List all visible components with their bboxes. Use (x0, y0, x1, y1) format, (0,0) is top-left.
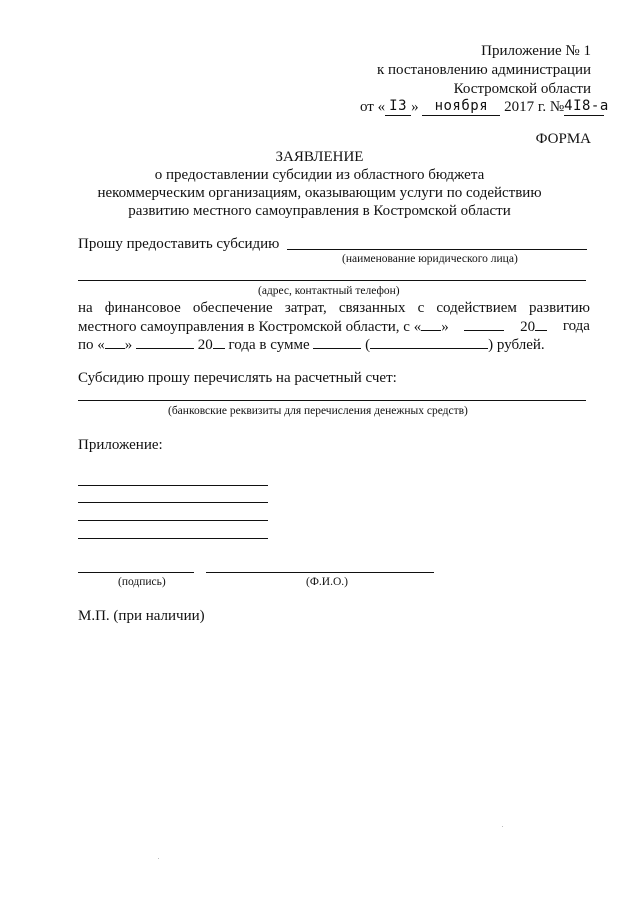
title-line-2: некоммерческим организациям, оказывающим услуги по содействию (97, 185, 542, 201)
document-title: ЗАЯВЛЕНИЕ (275, 149, 364, 165)
scan-speck (158, 858, 159, 859)
period-from-year-label: года (562, 318, 590, 334)
period-to-close: » (124, 337, 133, 353)
period-to-prefix: по « (78, 337, 105, 353)
entity-name-field[interactable] (287, 249, 587, 250)
amount-field[interactable] (313, 335, 361, 349)
period-from-month-field[interactable] (464, 317, 504, 331)
bank-details-field[interactable] (78, 400, 586, 401)
amount-words-field[interactable] (370, 335, 488, 349)
resolution-number: 4I8-а (564, 98, 609, 114)
bank-details-hint: (банковские реквизиты для перечисления денежных средств) (168, 405, 468, 417)
period-from-century: 20 (520, 319, 536, 335)
signature-field[interactable] (78, 572, 194, 573)
period-to-year-label: года в сумме (228, 337, 310, 353)
paragraph-line-1: на финансовое обеспечение затрат, связанных с содействием развитию (78, 300, 590, 316)
fio-field[interactable] (206, 572, 434, 573)
period-from-prefix: местного самоуправления в Костромской области, с « (78, 319, 422, 335)
title-line-1: о предоставлении субсидии из областного бюджета (154, 167, 485, 183)
paragraph-line-3 (78, 335, 590, 354)
form-label: ФОРМА (535, 131, 591, 147)
to-resolution: к постановлению администрации (376, 62, 591, 78)
entity-name-hint: (наименование юридического лица) (342, 253, 518, 265)
stamp-label: М.П. (при наличии) (78, 608, 205, 624)
attachment-line-4[interactable] (78, 538, 268, 539)
address-hint: (адрес, контактный телефон) (258, 285, 400, 297)
date-day: I3 (385, 97, 411, 116)
period-to-century: 20 (197, 337, 213, 353)
fio-hint: (Ф.И.О.) (306, 576, 348, 588)
date-prefix: от « (360, 99, 386, 115)
period-from-day-field[interactable] (421, 317, 441, 331)
date-year: 2017 г. № (504, 99, 565, 115)
attachment-line-3[interactable] (78, 520, 268, 521)
amount-words-close: ) рублей. (488, 337, 545, 353)
scan-speck (502, 826, 503, 827)
attachment-line-2[interactable] (78, 502, 268, 503)
title-line-3: развитию местного самоуправления в Костромской области (128, 203, 511, 219)
address-field[interactable] (78, 280, 586, 281)
period-to-day-field[interactable] (105, 335, 125, 349)
request-label: Прошу предоставить субсидию (78, 236, 280, 252)
attachment-line-1[interactable] (78, 485, 268, 486)
period-from-year-field[interactable] (535, 317, 547, 331)
appendix-number: Приложение № 1 (481, 43, 591, 59)
resolution-date-line (360, 98, 609, 117)
period-to-month-field[interactable] (136, 335, 194, 349)
attachment-label: Приложение: (78, 437, 163, 453)
date-mid: » (411, 99, 419, 115)
signature-hint: (подпись) (118, 576, 166, 588)
transfer-label: Субсидию прошу перечислять на расчетный счет: (78, 370, 397, 386)
amount-words-open: ( (365, 337, 371, 353)
paragraph-line-2 (78, 317, 590, 336)
period-from-close: » (441, 319, 449, 335)
region-name: Костромской области (453, 81, 591, 97)
period-to-year-field[interactable] (213, 335, 225, 349)
date-month: ноября (422, 97, 500, 116)
